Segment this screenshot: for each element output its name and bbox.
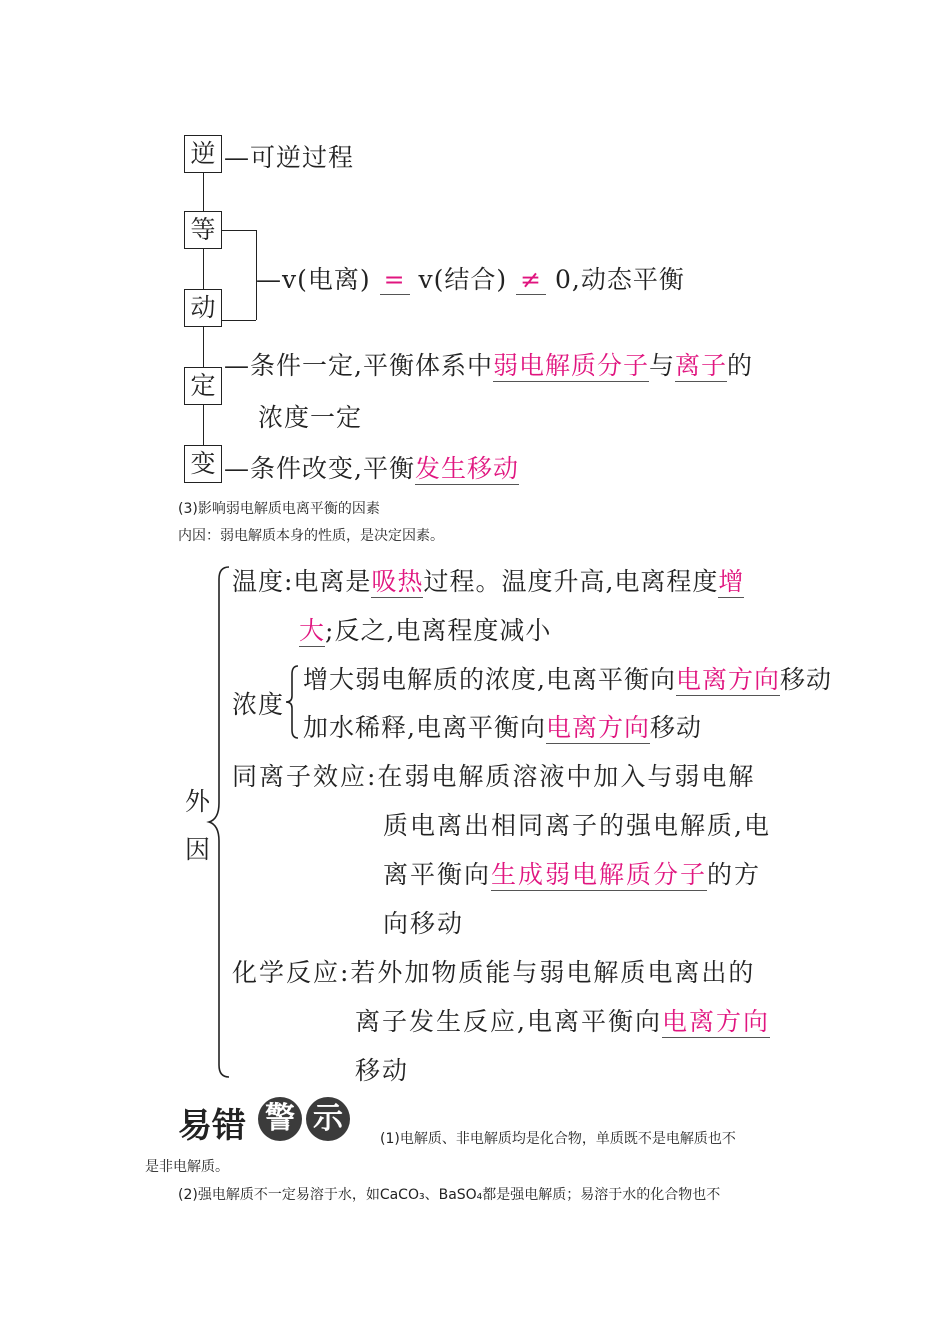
box-deng: 等 — [184, 211, 222, 249]
increase-answer-part2: 大 — [299, 616, 326, 645]
bian-line — [224, 449, 519, 485]
concentration-label: 浓度 — [232, 690, 285, 719]
chem-reaction-line-2 — [355, 1002, 770, 1038]
warning-note-1b: 是非电解质。 — [145, 1159, 229, 1175]
conc1-answer: 电离方向 — [675, 665, 780, 694]
v-ionize-text: —v(电离) — [256, 265, 371, 294]
common-text-b: 的方 — [707, 860, 762, 889]
bian-text: —条件改变,平衡 — [224, 454, 415, 483]
weak-molecule-answer: 弱电解质分子 — [492, 351, 649, 380]
common-ion-line-2: 质电离出相同离子的强电解质,电 — [383, 811, 771, 840]
ding-text-a: —条件一定,平衡体系中 — [224, 351, 493, 380]
internal-factor: 内因：弱电解质本身的性质，是决定因素。 — [178, 528, 444, 544]
warning-note-1a: (1)电解质、非电解质均是化合物，单质既不是电解质也不 — [380, 1131, 736, 1147]
warning-title: 易错 — [178, 1106, 246, 1146]
ding-line-2: 浓度一定 — [258, 403, 363, 432]
ding-text-c: 的 — [727, 351, 754, 380]
warning-note-2: (2)强电解质不一定易溶于水，如CaCO₃、BaSO₄都是强电解质；易溶于水的化合物也不 — [178, 1187, 721, 1203]
common-ion-line-1: 同离子效应:在弱电解质溶液中加入与弱电解 — [232, 762, 756, 791]
common-ion-answer: 生成弱电解质分子 — [491, 860, 708, 889]
v-combine-text: v(结合) — [418, 265, 508, 294]
box-ni: 逆 — [184, 135, 222, 173]
temp-text-c: ;反之,电离程度减小 — [325, 616, 552, 645]
bracket-top — [222, 230, 256, 231]
temperature-line-2 — [299, 611, 551, 647]
concentration-line-1 — [303, 660, 832, 696]
chem-text-a: 离子发生反应,电离平衡向 — [355, 1007, 662, 1036]
chem-reaction-line-3: 移动 — [355, 1056, 410, 1085]
warning-circle-2: 示 — [306, 1097, 350, 1141]
conc2-text-b: 移动 — [649, 713, 702, 742]
box-bian: 变 — [184, 445, 222, 483]
label-wai: 外 — [185, 787, 212, 816]
connector-2 — [203, 249, 204, 289]
connector-1 — [203, 173, 204, 211]
box-dong: 动 — [184, 289, 222, 327]
bracket-bottom — [222, 320, 256, 321]
label-yin: 因 — [185, 835, 212, 864]
shift-answer: 发生移动 — [414, 454, 519, 483]
equal-sign: = — [380, 265, 410, 295]
not-equal-sign: ≠ — [516, 265, 546, 295]
common-ion-line-4: 向移动 — [383, 909, 465, 938]
conc1-text-a: 增大弱电解质的浓度,电离平衡向 — [303, 665, 676, 694]
box-ding: 定 — [184, 367, 222, 405]
common-text-a: 离平衡向 — [383, 860, 492, 889]
external-brace — [205, 565, 235, 1080]
equal-rate-line — [256, 260, 685, 296]
temp-text-a: 温度:电离是 — [232, 567, 372, 596]
chem-reaction-line-1: 化学反应:若外加物质能与弱电解质电离出的 — [232, 958, 756, 987]
ding-line-1 — [224, 346, 753, 382]
text-ni: —可逆过程 — [224, 143, 355, 172]
concentration-line-2 — [303, 708, 702, 744]
endothermic-answer: 吸热 — [371, 567, 424, 596]
temperature-line-1 — [232, 562, 744, 598]
section3-title: (3)影响弱电解质电离平衡的因素 — [178, 501, 380, 517]
ding-text-b: 与 — [648, 351, 675, 380]
concentration-brace — [284, 664, 300, 740]
conc2-answer: 电离方向 — [545, 713, 650, 742]
connector-4 — [203, 405, 204, 445]
temp-text-b: 过程。温度升高,电离程度 — [423, 567, 719, 596]
increase-answer-part1: 增 — [718, 567, 745, 596]
connector-3 — [203, 327, 204, 367]
chem-answer: 电离方向 — [661, 1007, 770, 1036]
common-ion-line-3 — [383, 855, 761, 891]
warning-circle-1: 警 — [258, 1097, 302, 1141]
conc2-text-a: 加水稀释,电离平衡向 — [303, 713, 546, 742]
dynamic-balance-text: 0,动态平衡 — [555, 265, 685, 294]
ion-answer: 离子 — [674, 351, 727, 380]
conc1-text-b: 移动 — [779, 665, 832, 694]
